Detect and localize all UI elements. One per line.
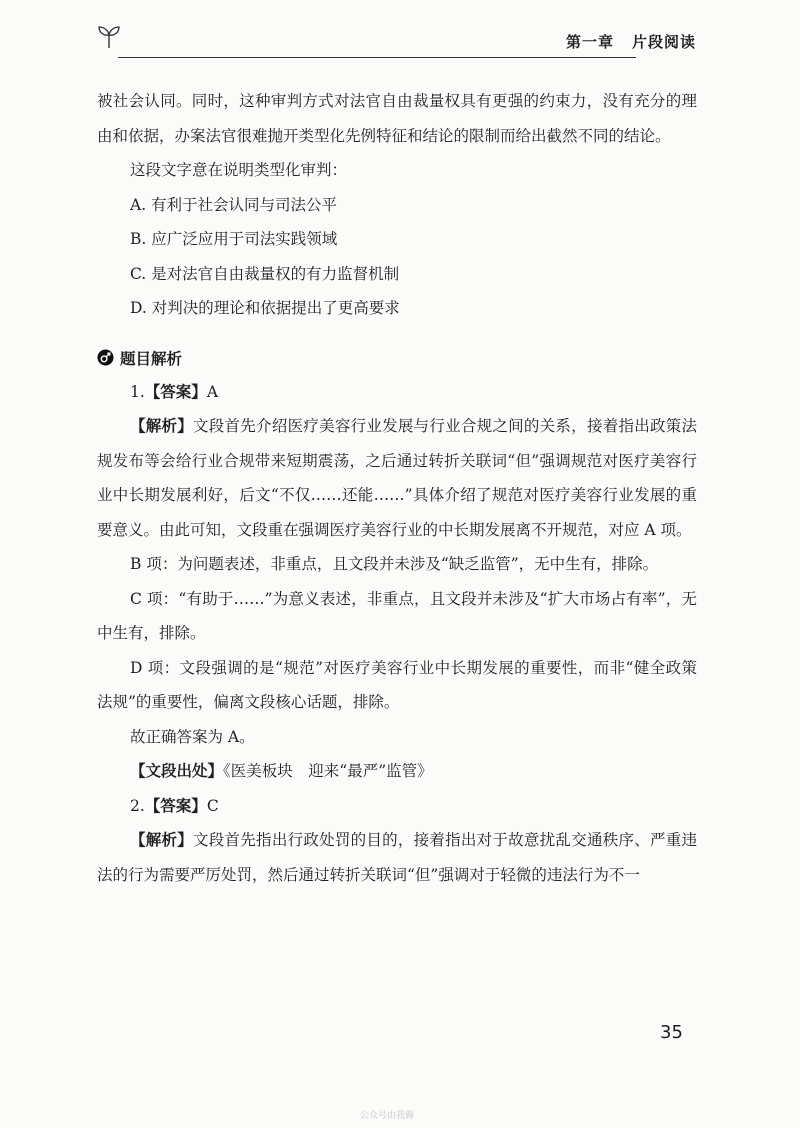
q1-answer-value: A [206, 382, 219, 401]
q1-jiexi-text: 文段首先介绍医疗美容行业发展与行业合规之间的关系，接着指出政策法规发布等会给行业合规带来短期震荡，之后通过转折关联词“但”强调规范对医疗美容行业中长期发展利好，后文“不仅……还能……”具体介绍了规范对医疗美容行业发展的重要意义。由此可知，文段重在强调医疗美容行业的中长期发展离不开规范，对应 A 项。 [97, 417, 697, 539]
option-a: A. 有利于社会认同与司法公平 [130, 195, 338, 214]
analysis-title: 题目解析 [120, 349, 183, 368]
analysis-icon [97, 349, 114, 366]
q1-answer [97, 375, 697, 410]
option-c: C. 是对法官自由裁量权的有力监督机制 [130, 264, 400, 283]
page-number: 35 [660, 1022, 683, 1043]
option-b: B. 应广泛应用于司法实践领域 [130, 230, 338, 248]
q1-jiexi-label: 【解析】 [130, 417, 194, 435]
question-stem: 这段文字意在说明类型化审判： [130, 161, 348, 179]
q1-number: 1. [130, 382, 145, 401]
q1-source-label: 【文段出处】 [130, 762, 224, 780]
chapter-number: 第一章 [566, 33, 615, 51]
q2-jiexi-label: 【解析】 [130, 831, 194, 849]
q2-answer [97, 789, 697, 824]
q1-source-text: 《医美板块 迎来“最严”监管》 [223, 762, 433, 780]
page-content [97, 84, 697, 892]
section-title: 片段阅读 [632, 33, 697, 51]
q2-answer-value: C [206, 796, 219, 815]
passage-continuation: 被社会认同。同时，这种审判方式对法官自由裁量权具有更强的约束力，没有充分的理由和依据，办案法官很难抛开类型化先例特征和结论的限制而给出截然不同的结论。 [97, 92, 697, 145]
header-rule [118, 57, 636, 58]
q2-answer-label: 【答案】 [144, 796, 207, 815]
q1-option-d-analysis: D 项：文段强调的是“规范”对医疗美容行业中长期发展的重要性，而非“健全政策法规”的重要性，偏离文段核心话题，排除。 [97, 658, 697, 711]
q1-answer-label: 【答案】 [144, 382, 207, 401]
q1-source [97, 754, 697, 789]
page-header [96, 20, 696, 60]
footer-watermark: 公众号由我薅 [360, 1111, 415, 1121]
q2-explanation [97, 823, 697, 892]
q2-jiexi-text: 文段首先指出行政处罚的目的，接着指出对于故意扰乱交通秩序、严重违法的行为需要严厉处罚，然后通过转折关联词“但”强调对于轻微的违法行为不一 [97, 831, 697, 884]
chapter-title [566, 31, 696, 52]
q1-option-b-analysis: B 项：为问题表述，非重点，且文段并未涉及“缺乏监管”，无中生有，排除。 [130, 555, 659, 573]
option-d: D. 对判决的理论和依据提出了更高要求 [130, 299, 400, 317]
analysis-heading [97, 341, 697, 375]
q1-explanation [97, 409, 697, 547]
q2-number: 2. [130, 796, 145, 815]
q1-conclusion: 故正确答案为 A。 [130, 727, 255, 746]
q1-option-c-analysis: C 项：“有助于……”为意义表述，非重点，且文段并未涉及“扩大市场占有率”，无中生有，排除。 [97, 589, 697, 642]
sprout-icon [96, 24, 122, 50]
